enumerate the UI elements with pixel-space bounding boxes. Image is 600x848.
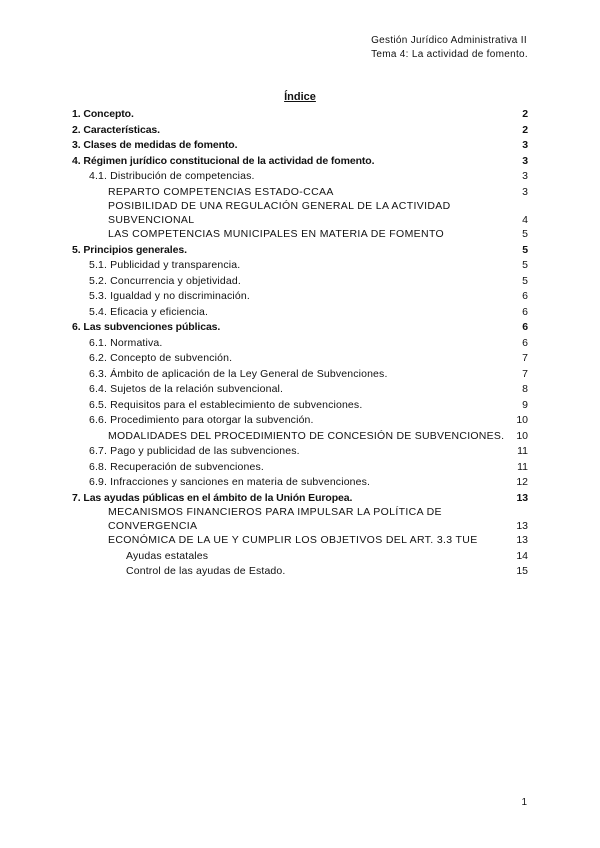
toc-entry-page: 13 bbox=[516, 534, 528, 546]
toc-entry[interactable] bbox=[72, 123, 528, 139]
toc-entry-label: Ayudas estatales bbox=[126, 549, 209, 562]
toc-entry[interactable] bbox=[72, 460, 528, 476]
toc-entry[interactable] bbox=[72, 154, 528, 170]
toc-entry-page: 3 bbox=[522, 185, 528, 198]
toc-entry[interactable] bbox=[72, 320, 528, 336]
toc-entry[interactable] bbox=[72, 506, 528, 533]
page-header bbox=[371, 34, 528, 62]
toc-entry-page: 3 bbox=[522, 170, 528, 182]
toc-entry-page: 2 bbox=[522, 108, 528, 120]
toc-entry-label: 5.1. Publicidad y transparencia. bbox=[89, 259, 241, 271]
toc-entry-page: 5 bbox=[522, 228, 528, 240]
header-course-title: Gestión Jurídico Administrativa II bbox=[371, 35, 527, 46]
toc-entry[interactable] bbox=[72, 444, 528, 460]
toc-entry-label: 5.2. Concurrencia y objetividad. bbox=[89, 274, 241, 287]
toc-entry-page: 11 bbox=[517, 445, 528, 457]
toc-entry-page: 14 bbox=[516, 549, 528, 562]
header-topic-title: Tema 4: La actividad de fomento. bbox=[371, 49, 528, 60]
toc-entry-page: 6 bbox=[522, 290, 528, 302]
toc-entry-page: 2 bbox=[522, 123, 528, 136]
toc-entry-label: 5. Principios generales. bbox=[72, 243, 187, 256]
toc-entry-label: MECANISMOS FINANCIEROS PARA IMPULSAR LA POLÍTICA DE CONVERGENCIA bbox=[108, 506, 442, 532]
page-number: 1 bbox=[521, 797, 527, 808]
toc-entry[interactable] bbox=[72, 227, 528, 243]
toc-entry-label: 6.4. Sujetos de la relación subvencional. bbox=[89, 383, 284, 395]
toc-entry[interactable] bbox=[72, 289, 528, 305]
toc-entry-label: 4.1. Distribución de competencias. bbox=[89, 170, 255, 182]
toc-entry[interactable] bbox=[72, 398, 528, 414]
toc-entry-label: 6.1. Normativa. bbox=[89, 336, 163, 349]
toc-entry-page: 12 bbox=[516, 476, 528, 488]
toc-entry-label: 6.9. Infracciones y sanciones en materia de subvenciones. bbox=[89, 476, 371, 488]
toc-entry[interactable] bbox=[72, 107, 528, 123]
toc-entry[interactable] bbox=[72, 258, 528, 274]
toc-entry[interactable] bbox=[72, 243, 528, 259]
toc-entry-page: 9 bbox=[522, 398, 528, 411]
toc-entry-page: 4 bbox=[522, 213, 528, 226]
table-of-contents bbox=[72, 107, 528, 580]
toc-entry[interactable] bbox=[72, 491, 528, 507]
toc-entry-page: 5 bbox=[522, 243, 528, 256]
toc-entry-label: 1. Concepto. bbox=[72, 108, 134, 120]
toc-entry-page: 13 bbox=[516, 491, 528, 504]
toc-entry[interactable] bbox=[72, 138, 528, 154]
toc-entry-page: 8 bbox=[522, 383, 528, 395]
toc-entry-label: ECONÓMICA DE LA UE Y CUMPLIR LOS OBJETIVOS DEL ART. 3.3 TUE bbox=[108, 534, 478, 546]
toc-entry-page: 6 bbox=[522, 336, 528, 349]
toc-entry-label: REPARTO COMPETENCIAS ESTADO-CCAA bbox=[108, 185, 334, 198]
toc-entry[interactable] bbox=[72, 367, 528, 383]
toc-entry-label: 6.8. Recuperación de subvenciones. bbox=[89, 460, 264, 473]
toc-entry[interactable] bbox=[72, 475, 528, 491]
toc-entry-page: 6 bbox=[522, 321, 528, 333]
toc-entry-page: 7 bbox=[522, 367, 528, 380]
toc-entry[interactable] bbox=[72, 336, 528, 352]
toc-entry[interactable] bbox=[72, 200, 528, 227]
toc-entry[interactable] bbox=[72, 564, 528, 580]
toc-entry[interactable] bbox=[72, 305, 528, 321]
toc-entry-label: 3. Clases de medidas de fomento. bbox=[72, 139, 238, 151]
toc-entry-page: 6 bbox=[522, 305, 528, 318]
toc-entry-label: 5.3. Igualdad y no discriminación. bbox=[89, 290, 250, 302]
toc-entry[interactable] bbox=[72, 351, 528, 367]
toc-entry[interactable] bbox=[72, 274, 528, 290]
toc-entry[interactable] bbox=[72, 169, 528, 185]
toc-entry-page: 10 bbox=[516, 414, 528, 426]
toc-entry[interactable] bbox=[72, 413, 528, 429]
toc-entry-label: 6.7. Pago y publicidad de las subvenciones. bbox=[89, 445, 300, 457]
toc-entry-label: 2. Características. bbox=[72, 123, 160, 136]
toc-entry-label: Control de las ayudas de Estado. bbox=[126, 565, 286, 577]
toc-entry-label: MODALIDADES DEL PROCEDIMIENTO DE CONCESIÓN DE SUBVENCIONES. bbox=[108, 429, 505, 442]
toc-entry-label: 6. Las subvenciones públicas. bbox=[72, 321, 221, 333]
toc-entry-page: 13 bbox=[516, 519, 528, 532]
toc-entry-label: 5.4. Eficacia y eficiencia. bbox=[89, 305, 209, 318]
toc-entry-page: 11 bbox=[517, 460, 528, 473]
toc-entry-page: 3 bbox=[522, 154, 528, 167]
toc-entry-label: 6.2. Concepto de subvención. bbox=[89, 352, 233, 364]
toc-entry[interactable] bbox=[72, 185, 528, 201]
toc-entry-label: LAS COMPETENCIAS MUNICIPALES EN MATERIA DE FOMENTO bbox=[108, 228, 445, 240]
toc-entry-label: 6.6. Procedimiento para otorgar la subvención. bbox=[89, 414, 314, 426]
toc-entry-label: 4. Régimen jurídico constitucional de la actividad de fomento. bbox=[72, 154, 375, 167]
toc-entry-label: POSIBILIDAD DE UNA REGULACIÓN GENERAL DE LA ACTIVIDAD SUBVENCIONAL bbox=[108, 200, 451, 226]
toc-entry-page: 10 bbox=[516, 429, 528, 442]
toc-entry[interactable] bbox=[72, 549, 528, 565]
toc-entry-page: 7 bbox=[522, 352, 528, 364]
toc-entry-page: 15 bbox=[516, 565, 528, 577]
toc-entry-page: 5 bbox=[522, 259, 528, 271]
toc-entry[interactable] bbox=[72, 429, 528, 445]
toc-entry-label: 7. Las ayudas públicas en el ámbito de la Unión Europea. bbox=[72, 491, 353, 504]
toc-entry-page: 5 bbox=[522, 274, 528, 287]
toc-title: Índice bbox=[284, 91, 316, 103]
toc-entry-label: 6.5. Requisitos para el establecimiento de subvenciones. bbox=[89, 398, 363, 411]
toc-entry[interactable] bbox=[72, 533, 528, 549]
toc-entry-page: 3 bbox=[522, 139, 528, 151]
toc-entry[interactable] bbox=[72, 382, 528, 398]
toc-entry-label: 6.3. Ámbito de aplicación de la Ley General de Subvenciones. bbox=[89, 367, 388, 380]
